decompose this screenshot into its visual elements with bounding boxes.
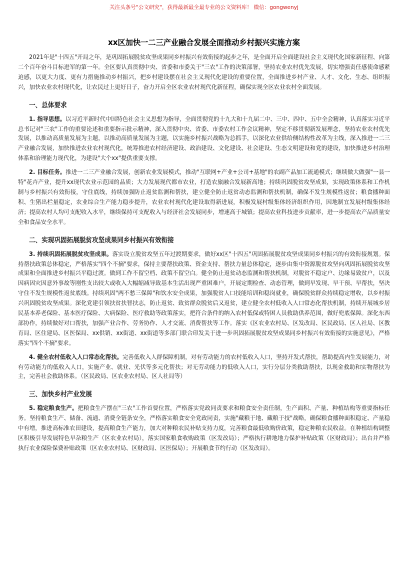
paragraph-text: 落实设立脱贫攻坚五年过渡期要求，做好xx区"十四五"巩固拓展脱贫攻坚成果同乡村振兴的有效衔接规划。保持帮扶政策总体稳定，严格落实"四个不摘"要求，保持主要帮扶政策、资金支持、帮扶力量总体稳定，逐步由集中资源脱贫攻坚向巩固拓展脱贫攻坚成果和全面推进乡村振兴平稳过渡。做到工作不留空档、政策不留空白。健全防止返贫动态监测和帮扶机制，对脱贫不稳定户、边缘易致贫户，以及因病因灾因意外事故等刚性支出较大或收入大幅缩减导致基本生活出现严重困难户，开展定期检查、动态管理，做到早发现、早干预、早帮扶，坚决守住不发生规模性返贫底线。持续巩固"两不愁三保障"和饮水安全成果，加强脱贫人口技能培训和稳岗就业，确保脱贫群众持续稳定增收，以乡村振兴巩固脱贫攻坚成果。深化党建引领扶贫扶智扶志，防止返贫、致贫群众脱贫后又返贫，建立健全农村低收入人口常态化帮扶机制，持续开展城乡居民基本养老保险、基本医疗保险、大病保险、医疗救助等政策落实，把符合条件的纳入农村低保或特困人员救助供养范围，做好兜底保障。深化东西部协作，持续做好对口帮扶，加强产业合作、劳务协作、人才交流、消费帮扶等工作。落实《区农业农村局、区发改局、区民政局、区人社局、区教育局、区住建局、区医保局、xx供销、xx街道、xx街道等多部门联合印发关于进一步巩固拓展脱贫攻坚成果同乡村振兴有效衔接的实施意见》，严格落实"四个不摘"要求。 — [18, 251, 390, 347]
paragraph-lead: 3. 持续巩固拓展脱贫攻坚成果。 — [29, 251, 113, 258]
paragraph-lead: 5. 稳定粮食生产。 — [29, 406, 78, 413]
section-heading: 三、加快乡村产业发展 — [29, 391, 92, 399]
promo-banner — [0, 4, 408, 12]
document-title: xx区加快一二三产业融合发展全面推动乡村振兴实施方案 — [107, 38, 301, 47]
paragraph-lead: 1. 指导思想。 — [29, 116, 66, 123]
body-paragraph — [18, 116, 390, 166]
body-paragraph — [18, 354, 390, 384]
paragraph-lead: 2. 目标任务。 — [29, 170, 66, 177]
paragraph-text: 以习近平新时代中国特色社会主义思想为指导，全面贯彻党的十九大和十九届二中、三中、四中、五中全会精神，认真落实习近平总书记对"三农"工作的重要论述和重要指示批示精神，深入贯彻中央、省委、市委农村工作会议精神，坚定不移贯彻新发展理念，坚持农业农村优先发展，以推动高质量发展为主题，以推动高质量发展为主题，以实施乡村振兴战略为总抓手，以深化农业供给侧结构性改革为主线，深入推进一二三产业融合发展，加快推进农业农村现代化，统筹推进农村经济建设、政治建设、文化建设、社会建设、生态文明建设和党的建设，加快推进乡村治理体系和治理能力现代化，为建设"大个xx"提供重要支撑。 — [18, 116, 390, 163]
paragraph-text: 推进一二三产业融合发展，创新农业发展模式，推动"互联网+产业+公司+基地"的农副产品加工流通模式；继续做大做强"一县一特"花卉产业，提升xx现代农业示范园的品质；大力发展现代都市农业，打造农旅融合发展新高地；持续巩固脱贫攻坚成果，实现政策体系和工作机制与乡村振兴有效衔接，守住底线，持续加强防止返贫监测和帮扶，建立健全防止返贫动态监测和帮扶机制，确保不发生规模性返贫；粮食播种面积、生猪出栏量稳定，农业综合生产能力稳步提升，农业农村现代化建设取得新进展，积极发展村级集体经济组织作用，因地制宜发展村级集体经济；提高农村人均可支配收入水平，继续保持可支配收入与经济社会发展同步，增速高于城镇；提高农业科技进步贡献率，进一步提高农产品质量安全和食品安全水平。 — [18, 170, 390, 226]
paragraph-text: 把粮食生产摆在"三农"工作首要位置，严格落实党政同责要求和粮食安全责任制，生产面积、产量、种植结构等重要指标任务。坚持粮食生产、储备、流通、消费全链条安全，严格落实粮食安全党政同责，实施"藏粮于地、藏粮于技"战略，确保粮食播种面积稳定、产量稳中有增，推进高标准农田建设，提高粮食生产能力，加大对种粮农民补贴支持力度，完善粮食最低收购价政策，稳定种粮农民收益。在种植结构调整区积极引导发展特色早杂粮生产（区农业农村局），落实国家粮食收购政策（区发改局）；严格执行耕地地力保护补贴政策（区财政局）；出台并严格执行农业保险保费补贴政策（区农业农村局、区财政局、区医保局）；开展粮食节约行动（区发改局）。 — [18, 406, 390, 452]
body-paragraph — [18, 169, 390, 228]
intro-paragraph: 2021年是"十四五"开局之年，是巩固拓展脱贫攻坚成果同乡村振兴有效衔接的起步之年，是全面开启全面建设社会主义现代化国家新征程、向第二个百年奋斗目标进军的第一年。全区要认真贯彻中央、省委和市委关于"三农"工作的决策部署，坚持农业农村优先发展，切实增强责任感使命感紧迫感，以更大力度、更有力措施推动乡村振兴，把乡村建设摆在社会主义现代化建设的重要位置，全面推进乡村产业、人才、文化、生态、组织振兴，加快农业农村现代化，让农民过上更好日子，奋力开启全区农业农村现代化新征程，确保实现全区农业农村全面发展。 — [18, 55, 390, 91]
paragraph-text: 完善低收入人群保障机制，对有劳动能力的农村低收入人口，坚持开发式帮扶，帮助提高内生发展能力，对有劳动能力的低收入人口，实施产业、就业、光伏等多元化帮扶；对无劳动能力的低收入人口，实行分层分类救助帮扶，以现金救助和实物帮扶为主，完善社会救助体系。（区民政局、区农业农村局、区人社局等） — [18, 354, 390, 381]
section-heading: 二、实现巩固拓展脱贫攻坚成果同乡村振兴有效衔接 — [29, 236, 174, 244]
body-paragraph — [18, 251, 390, 350]
body-paragraph — [18, 405, 390, 455]
paragraph-lead: 4. 健全农村低收入人口常态化帮扶。 — [29, 354, 123, 361]
promo-banner-text: 关注头条号"公文研究"，获得最新最全最专业的公文资料库！ 微信：gongwenyj — [109, 5, 299, 11]
section-heading: 一、总体要求 — [29, 101, 67, 109]
document-body — [18, 54, 390, 455]
